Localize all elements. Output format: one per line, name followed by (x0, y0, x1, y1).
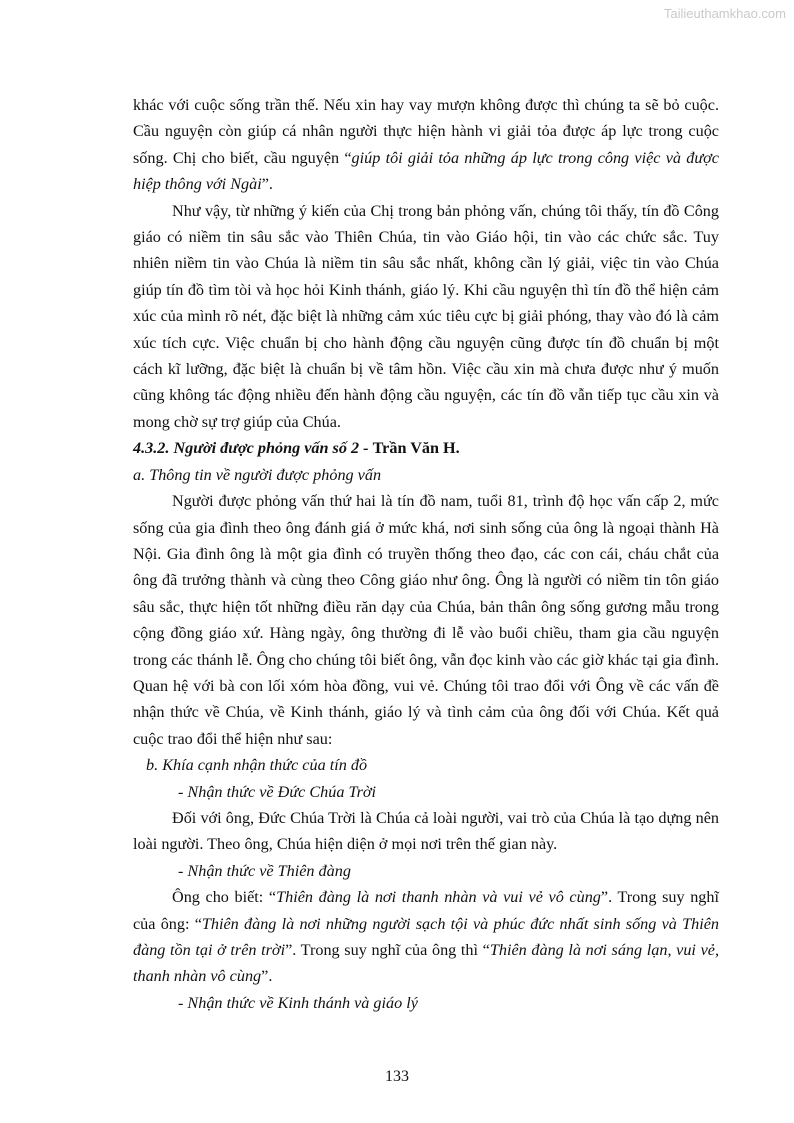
watermark: Tailieuthamkhao.com (663, 6, 786, 21)
subheading-b: b. Khía cạnh nhận thức của tín đồ (146, 756, 368, 775)
section-heading-separator: - (359, 439, 373, 458)
subheading-a: a. Thông tin về người được phỏng vấn (133, 465, 382, 484)
paragraph-summary: Như vậy, từ những ý kiến của Chị trong bản phỏng vấn, chúng tôi thấy, tín đồ Công giáo có niềm tin sâu sắc vào Thiên Chúa, tin vào Giáo hội, tin vào các chức sắc. Tuy nhiên niềm tin vào Chúa là niềm tin sâu sắc nhất, không cần lý giải, việc tin vào Chúa giúp tín đồ tìm tòi và học hỏi Kinh thánh, giáo lý. Khi cầu nguyện thì tín đồ thể hiện cảm xúc của mình rõ nét, đặc biệt là những cảm xúc tiêu cực bị giải phóng, thay vào đó là cảm xúc tích cực. Việc chuẩn bị cho hành động cầu nguyện cũng được tín đồ chuẩn bị một cách kĩ lưỡng, đặc biệt là chuẩn bị về tâm hồn. Việc cầu xin mà chưa được như ý muốn cũng không tác động nhiều đến hành động cầu nguyện, các tín đồ vẫn tiếp tục cầu xin và mong chờ sự trợ giúp của Chúa. (133, 201, 719, 431)
quote-text: giúp tôi giải tỏa những áp lực trong công việc và được hiệp thông với Ngài (133, 148, 719, 194)
paragraph-text: Ông cho biết: “ (172, 888, 277, 907)
dash-heading-heaven: - Nhận thức về Thiên đàng (178, 861, 351, 880)
paragraph-text: ”. Trong suy nghĩ của ông thì “ (285, 941, 490, 959)
section-heading-label: 4.3.2. Người được phỏng vấn số 2 (133, 439, 360, 458)
section-heading-name: Trần Văn H. (372, 439, 460, 458)
paragraph-prayer (133, 92, 719, 198)
paragraph-text: khác với cuộc sống trần thế. Nếu xin hay vay mượn không được thì chúng ta sẽ bỏ cuộc. Cầu nguyện còn giúp cá nhân người thực hiện hành vi giải tỏa được áp lực trong cuộc sống. Chị cho biết, cầu nguyện “ (133, 96, 719, 167)
section-heading (133, 435, 719, 461)
paragraph-interviewee-info: Người được phỏng vấn thứ hai là tín đồ nam, tuổi 81, trình độ học vấn cấp 2, mức sống của gia đình theo ông đánh giá ở mức khá, nơi sinh sống của ông là ngoại thành Hà Nội. Gia đình ông là một gia đình có truyền thống theo đạo, các con cái, cháu chắt của ông đã trưởng thành và cùng theo Công giáo như ông. Ông là người có niềm tin tôn giáo sâu sắc, thực hiện tốt những điều răn dạy của Chúa, bản thân ông sống gương mẫu trong cộng đồng giáo xứ. Hàng ngày, ông thường đi lễ vào buổi chiều, tham gia cầu nguyện trong các thánh lễ. Ông cho chúng tôi biết ông, vẫn đọc kinh vào các giờ khác tại gia đình. Quan hệ với bà con lối xóm hòa đồng, vui vẻ. Chúng tôi trao đổi với Ông về các vấn đề nhận thức về Chúa, về Kinh thánh, giáo lý và tình cảm của ông đối với Chúa. Kết quả cuộc trao đổi thể hiện như sau: (133, 492, 719, 748)
page-number: 133 (385, 1068, 409, 1085)
paragraph-text: ”. (261, 967, 273, 986)
paragraph-text: ”. (261, 175, 273, 194)
paragraph-heaven (133, 884, 719, 990)
quote-text: Thiên đàng là nơi thanh nhàn và vui vẻ vô cùng (276, 888, 601, 907)
dash-heading-scripture: - Nhận thức về Kinh thánh và giáo lý (178, 993, 418, 1012)
paragraph-god: Đối với ông, Đức Chúa Trời là Chúa cả loài người, vai trò của Chúa là tạo dựng nên loài người. Theo ông, Chúa hiện diện ở mọi nơi trên thế gian này. (133, 808, 719, 854)
paragraph-text: ”. Trong suy nghĩ của ông: “ (133, 888, 719, 933)
dash-heading-god: - Nhận thức về Đức Chúa Trời (178, 782, 377, 801)
quote-text: Thiên đàng là nơi những người sạch tội và phúc đức nhất sinh sống và Thiên đàng tồn tại ở trên trời (133, 914, 719, 959)
quote-text: Thiên đàng là nơi sáng lạn, vui vẻ, thanh nhàn vô cùng (133, 941, 720, 986)
page-content (133, 92, 719, 1016)
